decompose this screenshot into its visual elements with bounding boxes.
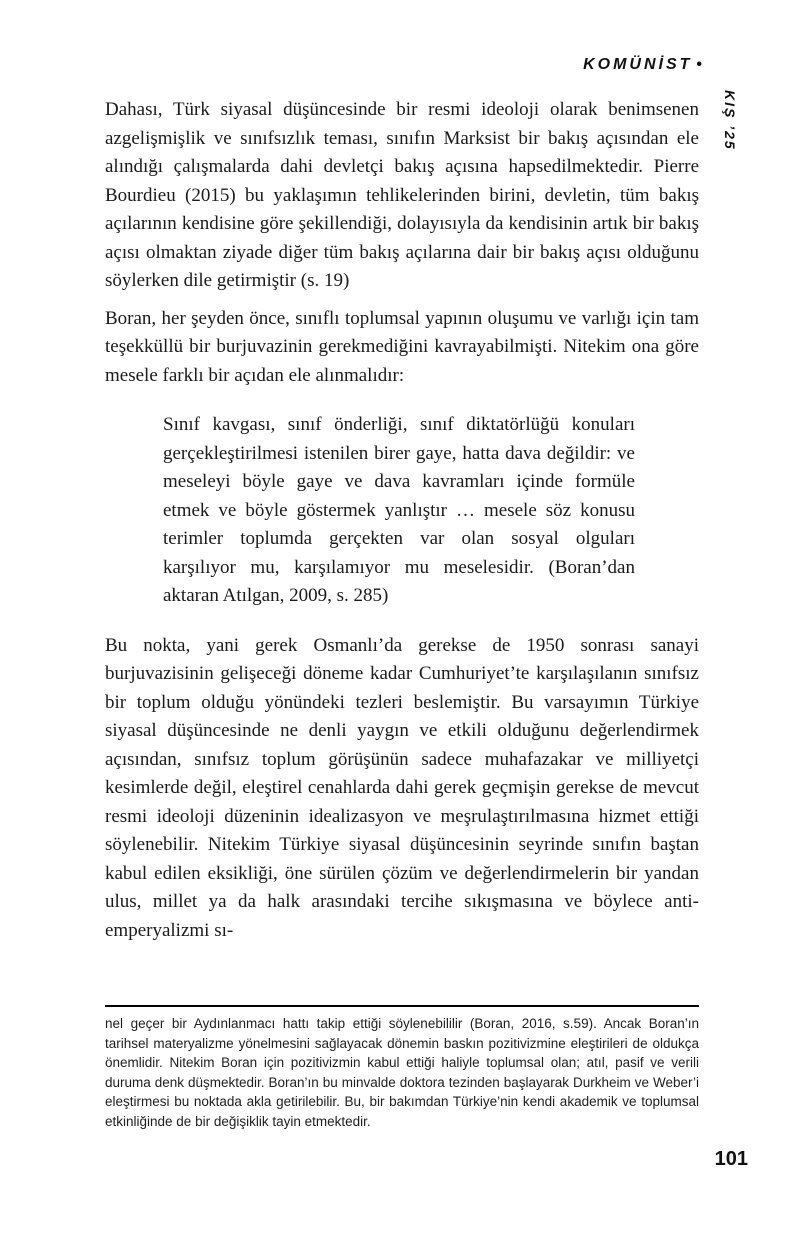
body-paragraph-3: Bu nokta, yani gerek Osmanlı’da gerekse de 1950 sonrası sanayi burjuvazisinin gelişeceği döneme kadar Cumhuriyet’te karşılaşılanın sınıfsız bir toplum olduğu yönündeki tezleri beslemiştir. Bu varsayımın Türkiye siyasal düşüncesinde ne denli yaygın ve etkili olduğunu değerlendirmek açısından, sınıfsız toplum görüşünün sadece muhafazakar ve milliyetçi kesimlerde değil, eleştirel cenahlarda dahi gerek geçmişin gerekse de mevcut resmi ideoloji düzeninin idealizasyon ve meşrulaştırılmasına hizmet ettiği söylenebilir. Nitekim Türkiye siyasal düşüncesinin seyrinde sınıfın baştan kabul edilen eksikliği, öne sürülen çözüm ve değerlendirmelerin bir yandan ulus, millet ya da halk arasındaki tercihe sıkışmasına ve böylece anti-emperyalizmi sı- xyxy=(105,634,699,941)
body-paragraph-1: Dahası, Türk siyasal düşüncesinde bir resmi ideoloji olarak benimsenen azgelişmişlik ve sınıfsızlık teması, sınıfın Marksist bir bakış açısından ele alındığı çalışmalarda dahi devletçi bakış açısına hapsedilmektedir. Pierre Bourdieu (2015) bu yaklaşımın tehlikelerinden birini, devletin, tüm bakış açılarının kendisine göre şekillendiği, dolayısıyla da kendisinin artık bir bakış açısı olmaktan ziyade diğer tüm bakış açılarına dair bir bakış açısı olduğunu söylerken dile getirmiştir (s. 19) xyxy=(105,99,699,291)
issue-label: KIŞ ’25 xyxy=(722,90,738,151)
header-bullet: • xyxy=(696,56,702,73)
text-column xyxy=(105,96,699,945)
block-quote: Sınıf kavgası, sınıf önderliği, sınıf diktatörlüğü konuları gerçekleştirilmesi istenilen birer gaye, hatta dava değildir: ve meseleyi böyle gaye ve dava kavramları içinde formüle etmek ve böyle göstermek yanlıştır … mesele söz konusu terimler toplumda gerçekten var olan sosyal olguları karşılıyor mu, karşılamıyor mu meselesidir. (Boran’dan aktaran Atılgan, 2009, s. 285) xyxy=(163,414,635,606)
journal-header xyxy=(583,56,702,74)
journal-title: KOMÜNİST xyxy=(583,56,693,73)
body-paragraph-2: Boran, her şeyden önce, sınıflı toplumsal yapının oluşumu ve varlığı için tam teşekküllü bir burjuvazinin gerekmediğini kavrayabilmişti. Nitekim ona göre mesele farklı bir açıdan ele alınmalıdır: xyxy=(105,307,699,386)
page-number: 101 xyxy=(714,1148,748,1170)
footnote-text: nel geçer bir Aydınlanmacı hattı takip ettiği söylenebililir (Boran, 2016, s.59). Ancak Boran’ın tarihsel materyalizme yönelmesini sağlayacak dönemin baskın pozitivizmine eleştirileri de oldukça önemlidir. Nitekim Boran için pozitivizmin kabul ettiği haliyle toplumsal olan; atıl, pasif ve verili duruma denk düşmektedir. Boran’ın bu minvalde doktora tezinden başlayarak Durkheim ve Weber’i eleştirmesi bu noktada akla getirilebilir. Bu, bir bakımdan Türkiye’nin kendi akademik ve toplumsal etkinliğinde de bir değişiklik tayin etmektedir. xyxy=(105,1016,699,1129)
footnote xyxy=(105,1005,699,1131)
